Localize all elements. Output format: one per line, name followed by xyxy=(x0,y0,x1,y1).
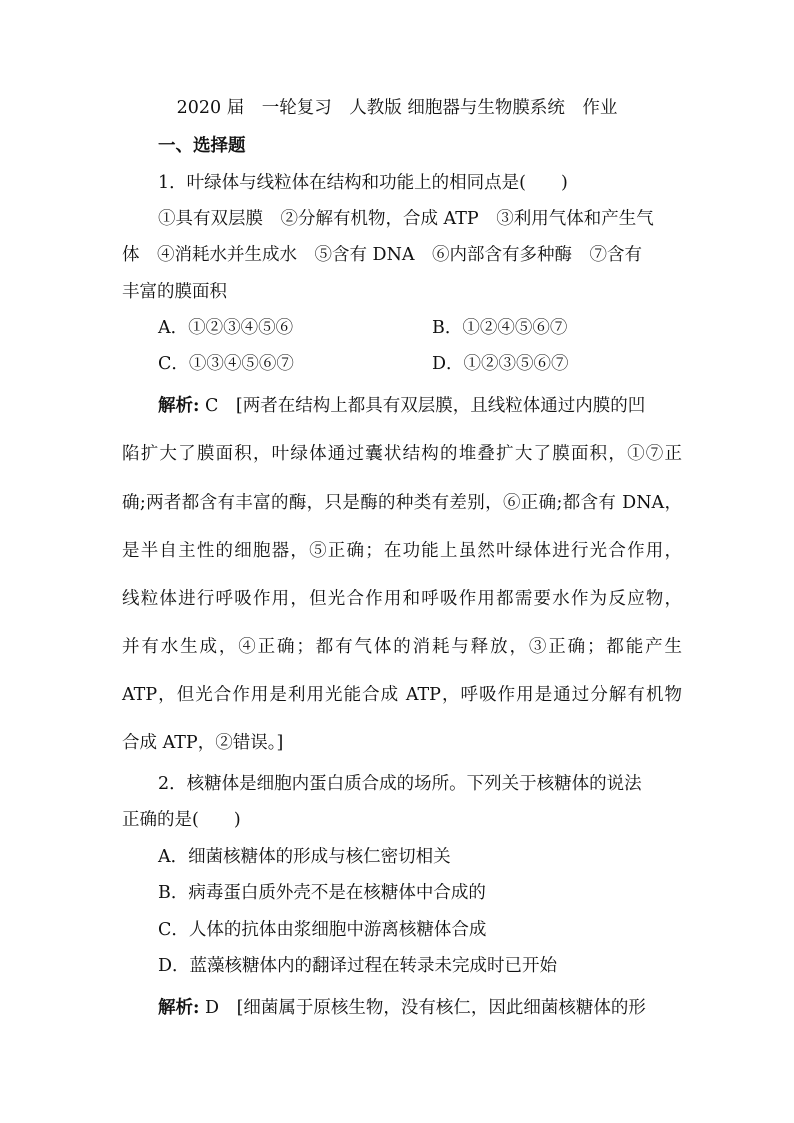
q1-option-c: C．①③④⑤⑥⑦ xyxy=(158,354,294,374)
q1-analysis-line-7: ATP，但光合作用是利用光能合成 ATP，呼吸作用是通过分解有机物 xyxy=(122,685,682,705)
q1-analysis-line-5: 线粒体进行呼吸作用，但光合作用和呼吸作用都需要水作为反应物， xyxy=(122,589,682,609)
q1-items-line-1: ①具有双层膜 ②分解有机物，合成 ATP ③利用气体和产生气 xyxy=(158,209,654,229)
q2-option-b: B．病毒蛋白质外壳不是在核糖体中合成的 xyxy=(158,883,486,903)
q1-analysis-line-6: 并有水生成，④正确；都有气体的消耗与释放，③正确；都能产生 xyxy=(122,637,682,657)
q2-analysis-label: 解析: xyxy=(158,998,200,1018)
q1-analysis-line-4: 是半自主性的细胞器，⑤正确；在功能上虽然叶绿体进行光合作用， xyxy=(122,541,682,561)
q1-option-a: A．①②③④⑤⑥ xyxy=(158,318,294,338)
q2-analysis-line-1 xyxy=(158,996,682,1020)
q1-analysis-line-3: 确;两者都含有丰富的酶，只是酶的种类有差别，⑥正确;都含有 DNA， xyxy=(122,493,682,513)
q1-analysis-line-1 xyxy=(158,394,682,418)
q1-analysis-text: C [两者在结构上都具有双层膜，且线粒体通过内膜的凹 xyxy=(205,396,646,416)
q1-items-line-3: 丰富的膜面积 xyxy=(122,282,227,302)
q2-stem-line-1: 2．核糖体是细胞内蛋白质合成的场所。下列关于核糖体的说法 xyxy=(158,774,642,794)
q1-stem: 1．叶绿体与线粒体在结构和功能上的相同点是( ) xyxy=(158,173,568,193)
q2-stem-line-2: 正确的是( ) xyxy=(122,810,241,830)
q1-option-d: D．①②③⑤⑥⑦ xyxy=(432,354,569,374)
q1-option-b: B．①②④⑤⑥⑦ xyxy=(432,318,568,338)
section-heading: 一、选择题 xyxy=(158,136,246,156)
page-title: 2020 届 一轮复习 人教版 细胞器与生物膜系统 作业 xyxy=(176,98,618,118)
q1-analysis-line-8: 合成 ATP，②错误。] xyxy=(122,733,284,753)
q2-option-d: D．蓝藻核糖体内的翻译过程在转录未完成时已开始 xyxy=(158,956,558,976)
q2-analysis-text: D [细菌属于原核生物，没有核仁，因此细菌核糖体的形 xyxy=(205,998,646,1018)
q2-option-c: C．人体的抗体由浆细胞中游离核糖体合成 xyxy=(158,920,487,940)
q1-analysis-label: 解析: xyxy=(158,396,200,416)
q1-analysis-line-2: 陷扩大了膜面积，叶绿体通过囊状结构的堆叠扩大了膜面积，①⑦正 xyxy=(122,444,682,464)
q1-items-line-2: 体 ④消耗水并生成水 ⑤含有 DNA ⑥内部含有多种酶 ⑦含有 xyxy=(122,245,643,265)
q2-option-a: A．细菌核糖体的形成与核仁密切相关 xyxy=(158,847,451,867)
